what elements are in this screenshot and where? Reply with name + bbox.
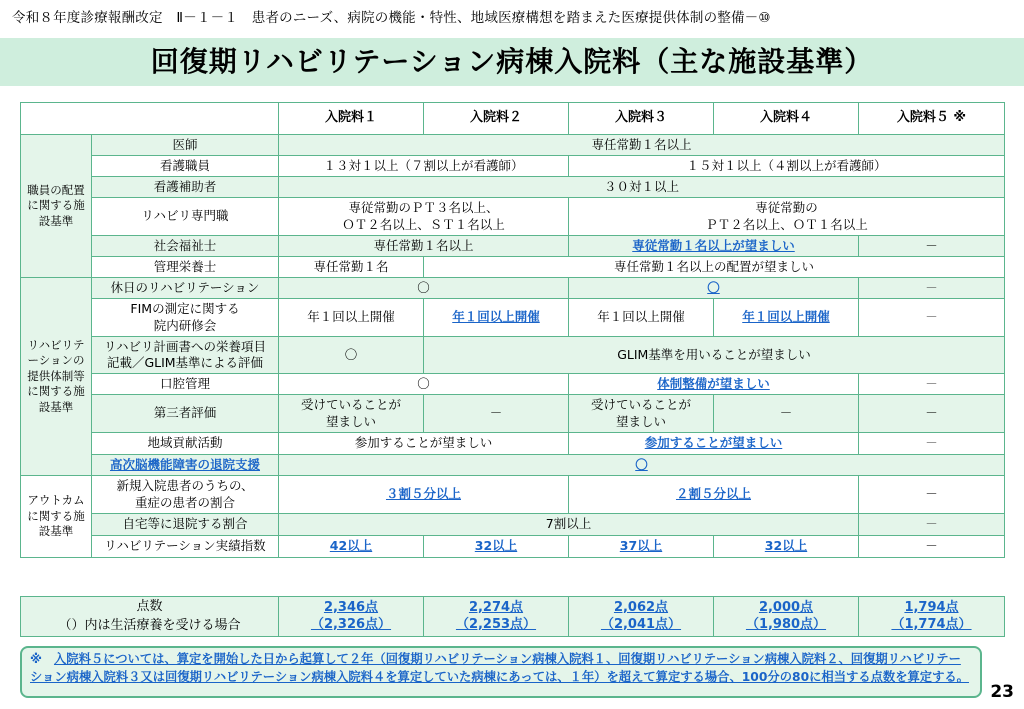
fee-points-2: 2,274点 — [468, 599, 524, 615]
rehab-staff-value-345: 専従常勤の ＰＴ２名以上、ＯＴ１名以上 — [569, 198, 1005, 236]
table-row — [21, 514, 1005, 536]
fim-value-1: 年１回以上開催 — [279, 299, 424, 337]
row-label-social: 社会福祉士 — [92, 236, 279, 257]
page-number: 23 — [990, 682, 1014, 702]
category-staff: 職員の配置に関する施設基準 — [21, 135, 92, 278]
fee-row — [21, 597, 1005, 637]
holiday-value-34[interactable]: 〇 — [569, 278, 859, 299]
col-header-2: 入院料２ — [424, 103, 569, 135]
fee-points-living-3: （2,041点） — [600, 616, 682, 632]
fim-value-3: 年１回以上開催 — [569, 299, 714, 337]
doctor-value: 専任常勤１名以上 — [279, 135, 1005, 156]
fee-value-5[interactable] — [859, 597, 1005, 637]
rehab-staff-value-12: 専従常勤のＰＴ３名以上、 ＯＴ２名以上、ＳＴ１名以上 — [279, 198, 569, 236]
rehab-index-value-1[interactable]: 42以上 — [279, 536, 424, 558]
row-label-fim: FIMの測定に関する 院内研修会 — [92, 299, 279, 337]
fee-points-4: 2,000点 — [758, 599, 814, 615]
social-value-34[interactable]: 専従常勤１名以上が望ましい — [569, 236, 859, 257]
col-header-5: 入院料５ ※ — [859, 103, 1005, 135]
fee-points-living-4: （1,980点） — [745, 616, 827, 632]
oral-value-5: － — [859, 374, 1005, 395]
social-value-12: 専任常勤１名以上 — [279, 236, 569, 257]
table-row — [21, 278, 1005, 299]
fim-value-5: － — [859, 299, 1005, 337]
community-value-12: 参加することが望ましい — [279, 433, 569, 455]
row-label-rehab-plan: リハビリ計画書への栄養項目 記載／GLIM基準による評価 — [92, 337, 279, 374]
fee-points-5: 1,794点 — [904, 599, 959, 615]
severe-ratio-value-12[interactable]: ３割５分以上 — [279, 476, 569, 514]
oral-value-34[interactable]: 体制整備が望ましい — [569, 374, 859, 395]
table-row — [21, 156, 1005, 177]
col-header-1: 入院料１ — [279, 103, 424, 135]
aide-value: ３０対１以上 — [279, 177, 1005, 198]
oral-value-12: 〇 — [279, 374, 569, 395]
table-row — [21, 198, 1005, 236]
table-row — [21, 395, 1005, 433]
fee-value-3[interactable] — [569, 597, 714, 637]
table-row — [21, 299, 1005, 337]
fee-points-3: 2,062点 — [613, 599, 669, 615]
row-label-severe-ratio: 新規入院患者のうちの、 重症の患者の割合 — [92, 476, 279, 514]
fee-points-living-5: （1,774点） — [891, 616, 972, 632]
table-row — [21, 455, 1005, 476]
fim-value-4[interactable]: 年１回以上開催 — [714, 299, 859, 337]
fim-value-2[interactable]: 年１回以上開催 — [424, 299, 569, 337]
row-label-holiday: 休日のリハビリテーション — [92, 278, 279, 299]
rehab-index-value-2[interactable]: 32以上 — [424, 536, 569, 558]
category-outcome: アウトカムに関する施設基準 — [21, 476, 92, 558]
third-party-value-4: － — [714, 395, 859, 433]
table-row — [21, 337, 1005, 374]
severe-ratio-value-5: － — [859, 476, 1005, 514]
table-header-row — [21, 103, 1005, 135]
holiday-value-5: － — [859, 278, 1005, 299]
row-label-home-discharge: 自宅等に退院する割合 — [92, 514, 279, 536]
third-party-value-1: 受けていることが 望ましい — [279, 395, 424, 433]
fee-value-1[interactable] — [279, 597, 424, 637]
rehab-index-value-5: － — [859, 536, 1005, 558]
holiday-value-12: 〇 — [279, 278, 569, 299]
row-label-nurse: 看護職員 — [92, 156, 279, 177]
fee-points-living-2: （2,253点） — [455, 616, 537, 632]
footnote-mark: ※ — [30, 652, 42, 666]
rehab-plan-value-1: 〇 — [279, 337, 424, 374]
row-label-doctor: 医師 — [92, 135, 279, 156]
nurse-value-345: １５対１以上（４割以上が看護師） — [569, 156, 1005, 177]
table-row — [21, 476, 1005, 514]
social-value-5: － — [859, 236, 1005, 257]
row-label-third-party: 第三者評価 — [92, 395, 279, 433]
table-row — [21, 135, 1005, 156]
row-label-brain-dysfunction[interactable]: 高次脳機能障害の退院支援 — [92, 455, 279, 476]
col-header-4: 入院料４ — [714, 103, 859, 135]
table-row — [21, 236, 1005, 257]
footnote-text[interactable]: 入院料５については、算定を開始した日から起算して２年（回復期リハビリテーション病棟入院料１、回復期リハビリテーション病棟入院料２、回復期リハビリテーション病棟入院料３又は回復期リハビリテーション病棟入院料４を算定していた病棟にあっては、１年）を超えて算定する場合、100分の80に相当する点数を算定する。 — [30, 652, 969, 684]
page-title: 回復期リハビリテーション病棟入院料（主な施設基準） — [150, 45, 874, 78]
corner-cell — [21, 103, 279, 135]
fee-points-living-1: （2,326点） — [310, 616, 392, 632]
home-discharge-value-5: － — [859, 514, 1005, 536]
row-label-community: 地域貢献活動 — [92, 433, 279, 455]
fee-value-2[interactable] — [424, 597, 569, 637]
third-party-value-5: － — [859, 395, 1005, 433]
row-label-aide: 看護補助者 — [92, 177, 279, 198]
community-value-34[interactable]: 参加することが望ましい — [569, 433, 859, 455]
rehab-index-value-4[interactable]: 32以上 — [714, 536, 859, 558]
row-label-dietitian: 管理栄養士 — [92, 257, 279, 278]
fee-label: 点数 （）内は生活療養を受ける場合 — [21, 597, 279, 637]
fee-points-1: 2,346点 — [323, 599, 379, 615]
brain-dysfunction-value[interactable]: 〇 — [279, 455, 1005, 476]
dietitian-value-2345: 専任常勤１名以上の配置が望ましい — [424, 257, 1005, 278]
nurse-value-12: １３対１以上（７割以上が看護師） — [279, 156, 569, 177]
third-party-value-3: 受けていることが 望ましい — [569, 395, 714, 433]
table-row — [21, 374, 1005, 395]
rehab-plan-value-2345: GLIM基準を用いることが望ましい — [424, 337, 1005, 374]
table-row — [21, 257, 1005, 278]
community-value-5: － — [859, 433, 1005, 455]
severe-ratio-value-34[interactable]: ２割５分以上 — [569, 476, 859, 514]
col-header-3: 入院料３ — [569, 103, 714, 135]
standards-table — [20, 102, 1005, 558]
row-label-rehab-index: リハビリテーション実績指数 — [92, 536, 279, 558]
home-discharge-value-1234: 7割以上 — [279, 514, 859, 536]
category-rehab: リハビリテーションの提供体制等に関する施設基準 — [21, 278, 92, 476]
fee-value-4[interactable] — [714, 597, 859, 637]
header-text: 令和８年度診療報酬改定 Ⅱ－１－１ 患者のニーズ、病院の機能・特性、地域医療構想を踏まえた医療提供体制の整備－⑩ — [12, 10, 771, 26]
table-row — [21, 433, 1005, 455]
rehab-index-value-3[interactable]: 37以上 — [569, 536, 714, 558]
row-label-rehab-staff: リハビリ専門職 — [92, 198, 279, 236]
third-party-value-2: － — [424, 395, 569, 433]
table-row — [21, 177, 1005, 198]
footnote-box — [20, 646, 982, 698]
dietitian-value-1: 専任常勤１名 — [279, 257, 424, 278]
table-row — [21, 536, 1005, 558]
fee-table — [20, 596, 1005, 637]
row-label-oral: 口腔管理 — [92, 374, 279, 395]
